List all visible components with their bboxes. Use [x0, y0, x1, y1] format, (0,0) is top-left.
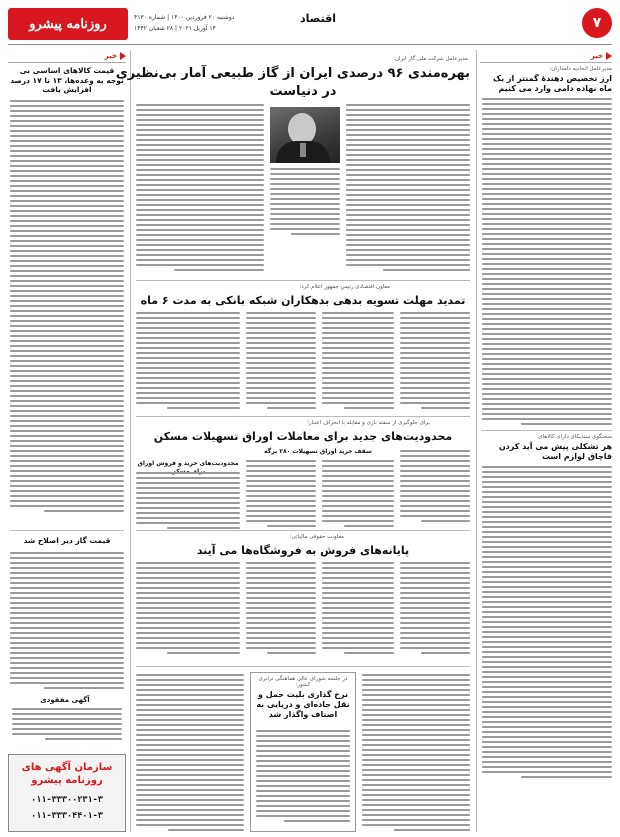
ad-box [8, 754, 126, 832]
right-story2-headline: هر تشکلی پیش می آید کردن قاچاق لوازم است [498, 442, 612, 461]
ad-title-line-2: روزنامه پیشرو [31, 775, 103, 786]
bank-body-col4 [136, 312, 240, 412]
lead-body-right [346, 104, 470, 274]
right-story-kicker: مدیرعامل اتحادیه دامداران: [549, 66, 612, 72]
sales-kicker: معاونت حقوقی مالیاتی: [289, 534, 344, 540]
left-story-body [10, 100, 124, 515]
housing-body-col4 [136, 472, 240, 532]
lead-headline-2: در دنیاست [269, 84, 337, 99]
obituary-title: آگهی مفقودی [40, 696, 90, 704]
arrow-icon [606, 52, 612, 60]
left-story2-body [10, 552, 124, 692]
page-number: ۷ [582, 8, 612, 38]
left-column-separator [10, 530, 124, 531]
left-story-headline: قیمت کالاهای اساسی بی توجه به وعده‌ها، ۱۳ تا ۱۷ درصد افزایش یافت [10, 66, 124, 94]
section-separator [136, 666, 470, 667]
sales-body-col1 [400, 562, 470, 657]
logo-text: روزنامه پیشرو [29, 16, 107, 32]
bank-body-col2 [322, 312, 394, 412]
housing-body-col3 [246, 460, 316, 530]
issue-date: دوشنبه ۲۰ فروردین ۱۴۰۰ | شماره ۴۱۳۰ [134, 14, 235, 21]
bank-body-col1 [400, 312, 470, 412]
newspaper-logo [8, 8, 128, 40]
ad-phone-2: ۰۱۱-۳۳۳۰۴۴۰۱-۳ [31, 811, 103, 821]
transport-headline: نرخ گذاری بلیت حمل و نقل جاده‌ای و دریایی به اصناف واگذار شد [256, 690, 350, 719]
right-column-rule [480, 62, 612, 63]
right-column-label [560, 50, 612, 62]
page-header [8, 6, 612, 44]
transport-body [256, 730, 350, 825]
obituary-body [12, 708, 122, 743]
column-divider [130, 50, 131, 832]
lead-headline: بهره‌مندی ۹۶ درصدی ایران از گاز طبیعی آمار بی‌نظیری [115, 66, 470, 81]
housing-body-col2 [322, 460, 394, 530]
right-column-label-text: خبر [590, 52, 603, 60]
bank-kicker: معاون اقتصادی رئیس جمهور اعلام کرد: [299, 284, 390, 290]
column-divider [476, 50, 477, 832]
section-separator [136, 280, 470, 281]
housing-subhead-left: محدودیت‌های خرید و فروش اوراق [137, 460, 239, 467]
bottom-body-right [362, 674, 470, 834]
lead-kicker: مدیرعامل شرکت ملی گاز ایران: [393, 56, 468, 62]
sales-body-col2 [322, 562, 394, 657]
housing-body-col1 [400, 450, 470, 525]
section-title: اقتصاد [299, 12, 337, 25]
right-column-separator [482, 430, 612, 431]
ad-title [13, 761, 121, 787]
right-story2-kicker: سخنگوی سندیکای دارای کالاهای: [536, 434, 612, 440]
official-photo [270, 107, 340, 163]
bank-headline: تمدید مهلت تسویه بدهی بدهکاران شبکه بانکی به مدت ۶ ماه [140, 294, 466, 307]
arrow-icon [120, 52, 126, 60]
section-separator [136, 530, 470, 531]
lead-body-under-photo [270, 168, 340, 238]
ad-title-line-1: سازمان آگهی های [21, 762, 113, 773]
left-column-rule [8, 62, 126, 63]
right-story-body [482, 98, 612, 428]
left-column-label [74, 50, 126, 62]
bank-body-col3 [246, 312, 316, 412]
bottom-body-left [136, 674, 244, 834]
housing-kicker: برای جلوگیری از سفته بازی و مقابله با انحراف اعتبار؛ [307, 420, 430, 426]
transport-kicker: در جلسه شورای عالی هماهنگی ترابری کشور: [258, 676, 348, 688]
sales-headline: پایانه‌های فروش به فروشگاه‌ها می آیند [196, 544, 410, 557]
housing-headline: محدودیت‌های جدید برای معاملات اوراق تسهیلات مسکن [153, 430, 453, 443]
left-story2-headline: قیمت گاز دیر اصلاح شد [23, 536, 111, 545]
issue-date-alt: ۱۴ آوریل ۲۰۲۱ | ۲۸ شعبان ۱۴۴۲ [134, 25, 216, 32]
section-separator [136, 416, 470, 417]
housing-subhead-right: سقف خرید اوراق تسهیلات ۲۸۰ برگه [264, 448, 372, 455]
ad-phone-1: ۰۱۱-۳۳۳۰۰۲۳۱-۳ [31, 795, 103, 805]
left-column-label-text: خبر [104, 52, 117, 60]
sales-body-col3 [246, 562, 316, 657]
right-story2-body [482, 466, 612, 781]
sales-body-col4 [136, 562, 240, 657]
header-rule [8, 44, 612, 45]
lead-body-left [136, 104, 264, 274]
right-story-headline: ارز تخصیص دهندهٔ گمنتر از یک ماه نهاده دامی وارد می کنیم [492, 74, 612, 93]
